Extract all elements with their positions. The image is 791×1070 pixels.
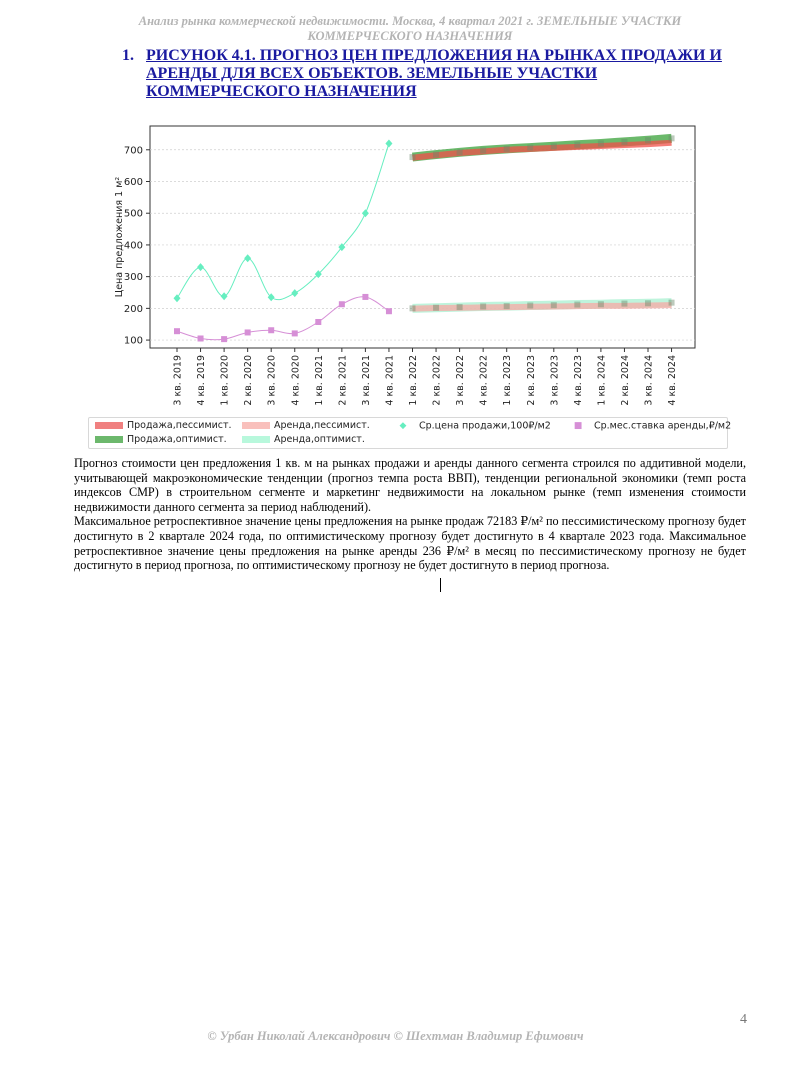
legend-item [95, 420, 232, 432]
band-marker [504, 303, 510, 309]
rent-rate-point [221, 336, 227, 342]
body-text [74, 456, 746, 573]
legend-item [95, 434, 227, 446]
band-marker [669, 300, 675, 306]
rent-rate-point [339, 301, 345, 307]
y-tick-label: 200 [123, 303, 143, 315]
x-tick-label: 1 кв. 2021 [313, 355, 325, 406]
y-tick-label: 400 [123, 240, 143, 252]
x-tick-label: 3 кв. 2021 [360, 355, 372, 406]
x-tick-label: 2 кв. 2020 [243, 355, 255, 406]
header-line-1: Анализ рынка коммерческой недвижимости. Москва, 4 квартал 2021 г. ЗЕМЕЛЬНЫЕ УЧАСТКИ [138, 14, 682, 28]
band-marker [574, 142, 580, 148]
y-axis-label: Цена предложения 1 м² [114, 176, 125, 298]
band-marker [645, 137, 651, 143]
y-tick-label: 100 [123, 335, 143, 347]
band-marker [621, 301, 627, 307]
x-tick-label: 4 кв. 2023 [572, 355, 584, 406]
x-tick-label: 3 кв. 2024 [643, 355, 655, 406]
band-marker [598, 301, 604, 307]
rent-rate-point [198, 335, 204, 341]
band-marker [669, 135, 675, 141]
legend-swatch [242, 436, 270, 443]
legend-swatch [95, 422, 123, 429]
figure-number: 1. [122, 47, 134, 64]
y-tick-label: 600 [123, 177, 143, 188]
band-rent-pess [413, 305, 672, 308]
legend-label: Ср.цена продажи,100₽/м2 [419, 420, 551, 432]
legend-label: Аренда,оптимист. [274, 434, 365, 445]
page-number: 4 [740, 1012, 747, 1027]
rent-rate-point [362, 294, 368, 300]
band-marker [480, 303, 486, 309]
legend-swatch [95, 436, 123, 443]
band-marker [574, 302, 580, 308]
band-marker [527, 145, 533, 151]
x-tick-label: 4 кв. 2019 [196, 355, 208, 406]
rent-rate-point [174, 328, 180, 334]
band-marker [527, 303, 533, 309]
x-tick-label: 2 кв. 2021 [337, 355, 349, 406]
legend-item [389, 420, 551, 432]
paragraph-2: Максимальное ретроспективное значение цены предложения на рынке продаж 72183 ₽/м² по пессимистическому прогнозу будет достигнуто в 2 квартале 2024 года, по оптимистическому прогнозу будет достигнуто в 4 квартале 2023 года. Максимальное ретроспективное значение цены предложения на рынке аренды 236 ₽/м² в месяц по пессимистическому прогнозу не будет достигнуто в период прогноза, по оптимистическому прогнозу не будет достигнуто в период прогноза. [74, 514, 746, 573]
band-marker [504, 146, 510, 152]
x-tick-label: 1 кв. 2024 [596, 355, 608, 406]
x-tick-label: 1 кв. 2022 [408, 355, 419, 406]
legend-label: Продажа,пессимист. [127, 420, 232, 431]
x-tick-label: 2 кв. 2023 [525, 355, 537, 406]
x-tick-label: 3 кв. 2023 [549, 355, 561, 406]
x-tick-label: 3 кв. 2019 [172, 355, 184, 406]
paragraph-1: Прогноз стоимости цен предложения 1 кв. м на рынках продажи и аренды данного сегмента строился по аддитивной модели, учитывающей макроэкономические тенденции (прогноз темпа роста ВВП), тенденции региональной экономики (темп роста индексов СМР) в строительном сегменте и маркетинг недвижимости на локальном рынке (темп изменения стоимости недвижимости данного сегмента за период наблюдений). [74, 456, 746, 514]
forecast-chart [80, 118, 710, 413]
band-marker [480, 147, 486, 153]
page-header [90, 14, 730, 44]
page-footer: © Урбан Николай Александрович © Шехтман Владимир Ефимович [207, 1029, 584, 1043]
rent-rate-point [268, 327, 274, 333]
x-tick-label: 4 кв. 2024 [667, 355, 679, 406]
x-tick-label: 3 кв. 2020 [266, 355, 278, 406]
rent-rate-point [245, 329, 251, 335]
band-marker [645, 300, 651, 306]
y-tick-label: 500 [123, 208, 143, 220]
band-marker [598, 140, 604, 146]
band-marker [410, 305, 416, 311]
y-tick-label: 300 [123, 272, 143, 284]
figure-title-text: РИСУНОК 4.1. ПРОГНОЗ ЦЕН ПРЕДЛОЖЕНИЯ НА РЫНКАХ ПРОДАЖИ И АРЕНДЫ ДЛЯ ВСЕХ ОБЪЕКТОВ. ЗЕМЕЛЬНЫЕ УЧАСТКИ КОММЕРЧЕСКОГО НАЗНАЧЕНИЯ [146, 47, 722, 100]
band-marker [433, 152, 439, 158]
x-tick-label: 4 кв. 2020 [290, 355, 302, 406]
y-tick-label: 700 [123, 145, 143, 157]
band-marker [410, 154, 416, 160]
x-tick-label: 1 кв. 2023 [502, 355, 514, 406]
x-tick-label: 4 кв. 2022 [478, 355, 490, 406]
text-cursor [440, 578, 441, 592]
band-marker [621, 139, 627, 145]
legend-label: Аренда,пессимист. [274, 420, 370, 431]
band-marker [551, 143, 557, 149]
chart-legend [88, 417, 732, 449]
legend-item [242, 420, 370, 432]
x-tick-label: 3 кв. 2022 [455, 355, 467, 406]
band-marker [457, 304, 463, 310]
x-tick-label: 4 кв. 2021 [384, 355, 396, 406]
rent-rate-point [292, 330, 298, 336]
legend-marker: ◆ [399, 421, 407, 431]
legend-marker: ■ [573, 421, 583, 431]
x-tick-label: 2 кв. 2024 [619, 355, 631, 406]
legend-label: Продажа,оптимист. [127, 434, 227, 445]
rent-rate-point [315, 319, 321, 325]
x-tick-label: 1 кв. 2020 [219, 355, 231, 406]
legend-item [564, 420, 731, 432]
legend-swatch [242, 422, 270, 429]
legend-label: Ср.мес.ставка аренды,₽/м2 [594, 420, 732, 432]
band-marker [457, 149, 463, 155]
band-marker [433, 305, 439, 311]
header-line-2: КОММЕРЧЕСКОГО НАЗНАЧЕНИЯ [307, 29, 513, 43]
x-tick-label: 2 кв. 2022 [431, 355, 443, 406]
rent-rate-point [386, 308, 392, 314]
band-marker [551, 302, 557, 308]
legend-item [242, 434, 365, 446]
